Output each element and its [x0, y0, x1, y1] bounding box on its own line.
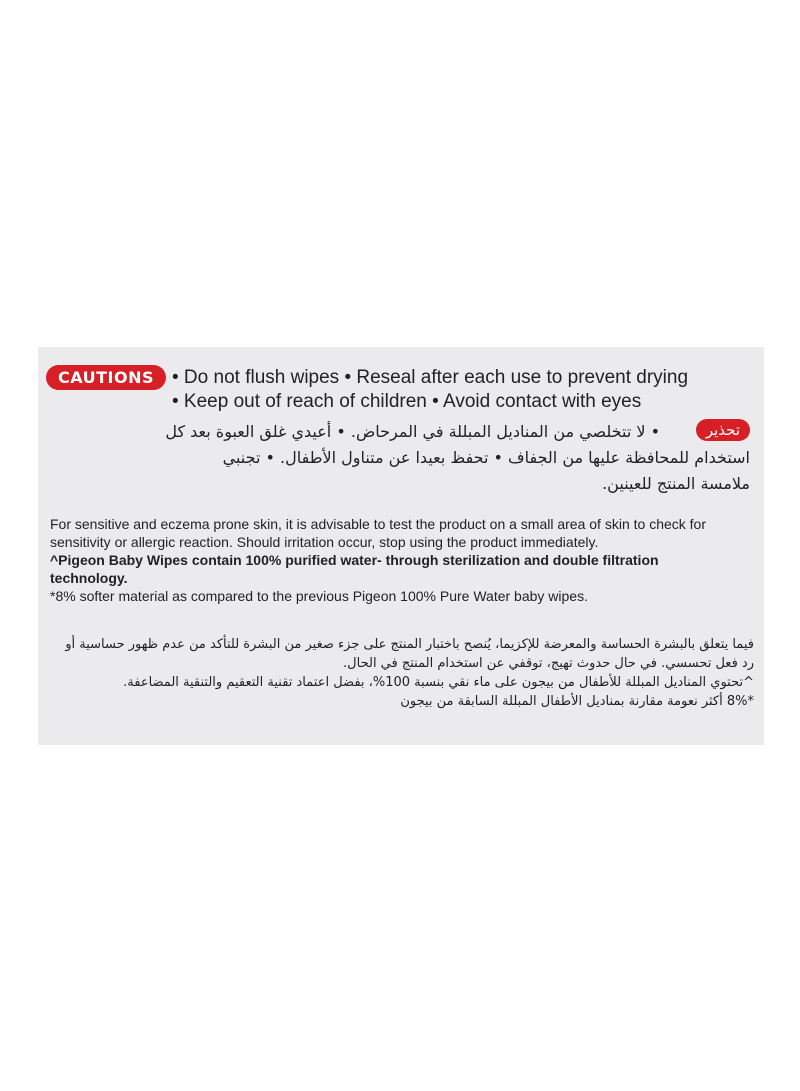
- cautions-badge-arabic: تحذير: [696, 419, 750, 441]
- english-notes: [50, 515, 730, 605]
- caution-arabic-line-3: ملامسة المنتج للعينين.: [602, 474, 750, 493]
- softer-material-note-arabic: *8% أكثر نعومة مقارنة بمناديل الأطفال المبللة السابقة من بيجون: [400, 694, 754, 709]
- purified-water-note-arabic: ^تحتوي المناديل المبللة للأطفال من بيجون على ماء نقي بنسبة 100%، بفضل اعتماد تقنية التعقيم والتنقية المضاعفة.: [123, 675, 754, 690]
- purified-water-note: ^Pigeon Baby Wipes contain 100% purified water- through sterilization and double filtration technology.: [50, 552, 659, 586]
- sensitive-skin-note-arabic: فيما يتعلق بالبشرة الحساسة والمعرضة للإكزيما، يُنصح باختبار المنتج على جزء صغير من البشرة للتأكد من عدم ظهور حساسية أو رد فعل تحسسي. في حال حدوث تهيج، توقفي عن استخدام المنتج في الحال.: [65, 637, 754, 671]
- softer-material-note: *8% softer material as compared to the previous Pigeon 100% Pure Water baby wipes.: [50, 588, 588, 604]
- arabic-notes: [50, 635, 754, 711]
- caution-line-2: • Keep out of reach of children • Avoid contact with eyes: [172, 391, 642, 412]
- caution-arabic-line-1: • لا تتخلصي من المناديل المبللة في المرحاض. • أعيدي غلق العبوة بعد كل: [165, 422, 660, 441]
- cautions-panel: [38, 347, 764, 745]
- cautions-badge: CAUTIONS: [46, 365, 166, 390]
- caution-line-1: • Do not flush wipes • Reseal after each use to prevent drying: [172, 367, 689, 388]
- caution-arabic-line-2: استخدام للمحافظة عليها من الجفاف • تحفظ بعيدا عن متناول الأطفال. • تجنبي: [222, 448, 750, 467]
- sensitive-skin-note: For sensitive and eczema prone skin, it is advisable to test the product on a small area of skin to check for sensitivity or allergic reaction. Should irritation occur, stop using the product immediately.: [50, 516, 706, 550]
